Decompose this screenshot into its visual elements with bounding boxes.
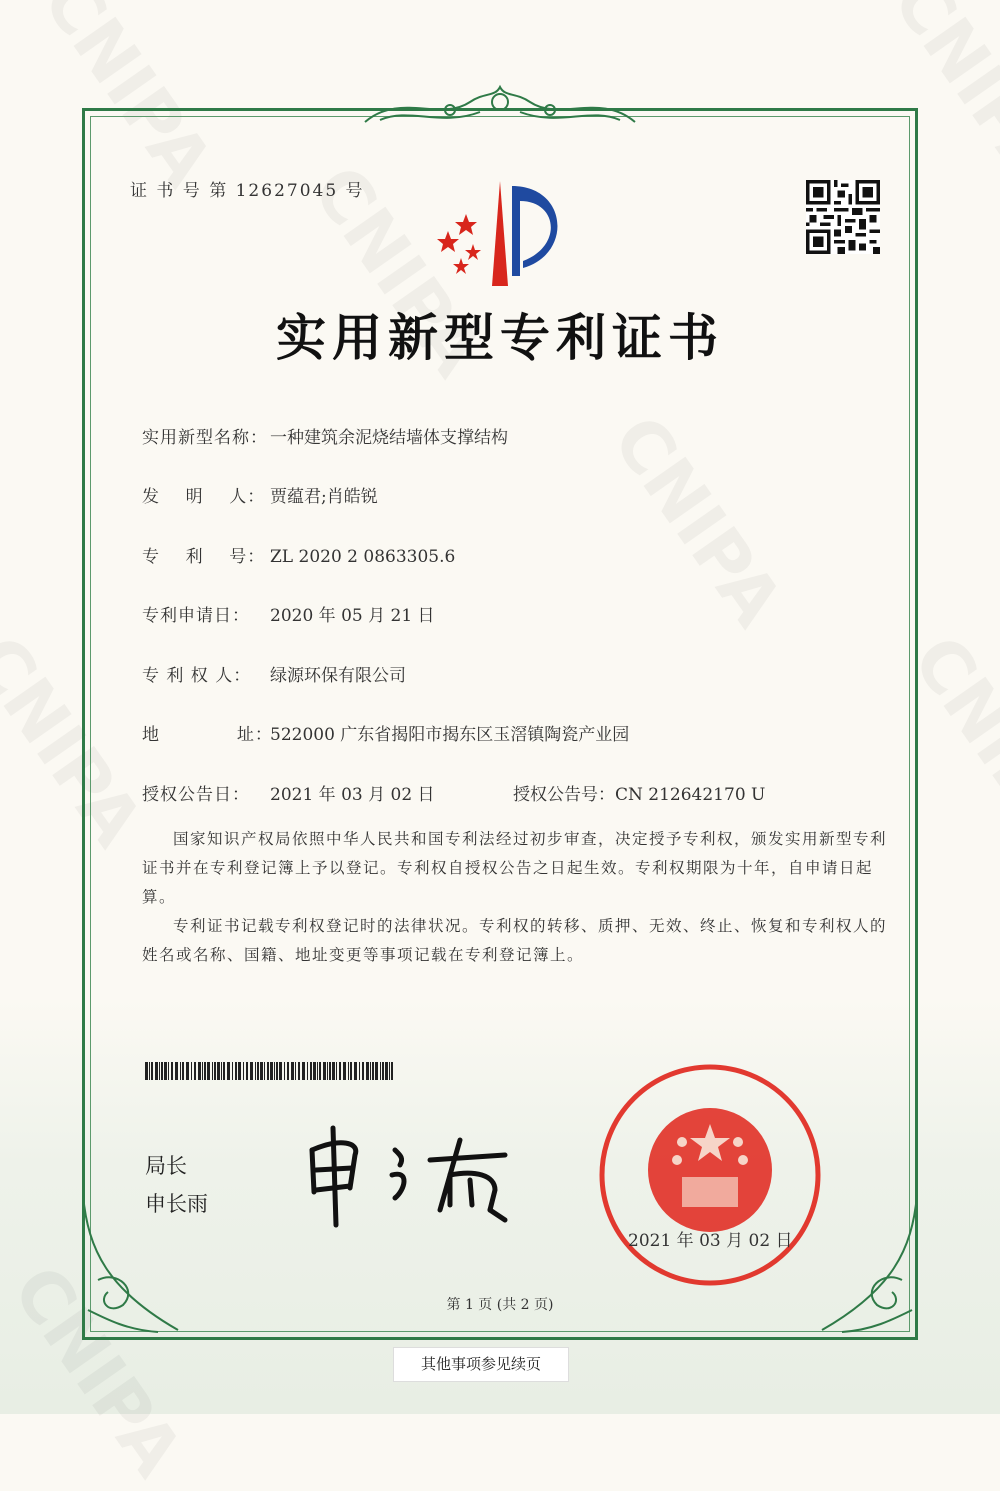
field-label: 授权公告日： bbox=[142, 785, 250, 805]
barcode-bar bbox=[310, 1062, 312, 1080]
barcode-bar bbox=[291, 1062, 294, 1080]
barcode-bar bbox=[204, 1062, 206, 1080]
barcode-bar bbox=[180, 1062, 181, 1080]
barcode-bar bbox=[307, 1062, 308, 1080]
barcode-bar bbox=[323, 1062, 326, 1080]
continued-note: 其他事项参见续页 bbox=[393, 1347, 569, 1382]
barcode-bar bbox=[198, 1062, 201, 1080]
barcode-bar bbox=[348, 1062, 349, 1080]
barcode-bar bbox=[217, 1062, 220, 1080]
certificate-number: 证 书 号 第 12627045 号 bbox=[130, 181, 365, 201]
barcode-bar bbox=[350, 1062, 352, 1080]
barcode-bar bbox=[250, 1062, 253, 1080]
barcode-bar bbox=[221, 1062, 222, 1080]
field-patent-number bbox=[142, 542, 455, 567]
barcode-bar bbox=[279, 1062, 282, 1080]
certificate-body bbox=[142, 825, 887, 970]
barcode-bar bbox=[182, 1062, 184, 1080]
field-value: 522000 广东省揭阳市揭东区玉滘镇陶瓷产业园 bbox=[270, 725, 630, 745]
barcode-bar bbox=[339, 1062, 341, 1080]
barcode-bar bbox=[171, 1062, 173, 1080]
field-label: 授权公告号： bbox=[513, 785, 615, 805]
field-announcement-number bbox=[513, 780, 765, 805]
certificate-title: 实用新型专利证书 bbox=[276, 308, 724, 367]
field-value: 绿源环保有限公司 bbox=[270, 666, 406, 686]
barcode-bar bbox=[380, 1062, 381, 1080]
barcode-bar bbox=[327, 1062, 328, 1080]
body-paragraph: 国家知识产权局依照中华人民共和国专利法经过初步审查，决定授予专利权，颁发实用新型专利证书并在专利登记簿上予以登记。专利权自授权公告之日起生效。专利权期限为十年，自申请日起算。 bbox=[142, 830, 888, 906]
barcode-bar bbox=[366, 1062, 369, 1080]
barcode-bar bbox=[186, 1062, 189, 1080]
field-value: 2020 年 05 月 21 日 bbox=[270, 606, 435, 626]
barcode-bar bbox=[246, 1062, 248, 1080]
barcode-bar bbox=[145, 1062, 148, 1080]
barcode-bar bbox=[243, 1062, 244, 1080]
field-address bbox=[142, 720, 629, 745]
barcode-bar bbox=[207, 1062, 210, 1080]
signatory-title: 局长 bbox=[145, 1154, 187, 1178]
seal-date: 2021 年 03 月 02 日 bbox=[628, 1231, 793, 1251]
barcode-bar bbox=[287, 1062, 289, 1080]
barcode-bar bbox=[212, 1062, 213, 1080]
barcode-bar bbox=[359, 1062, 360, 1080]
signatory-name: 申长雨 bbox=[145, 1192, 208, 1216]
top-ornament-icon bbox=[360, 82, 640, 132]
barcode-bar bbox=[276, 1062, 278, 1080]
barcode-bar bbox=[313, 1062, 316, 1080]
barcode-bar bbox=[155, 1062, 158, 1080]
corner-ornament-icon bbox=[812, 1190, 922, 1340]
field-value: 2021 年 03 月 02 日 bbox=[270, 785, 435, 805]
signatory bbox=[145, 1147, 208, 1223]
official-seal-icon bbox=[597, 1062, 823, 1288]
barcode-bar bbox=[149, 1062, 150, 1080]
barcode-bar bbox=[194, 1062, 196, 1080]
barcode-bar bbox=[227, 1062, 230, 1080]
barcode-bar bbox=[284, 1062, 285, 1080]
field-application-date bbox=[142, 601, 435, 626]
barcode-bar bbox=[264, 1062, 265, 1080]
barcode-bar bbox=[302, 1062, 305, 1080]
barcode-bar bbox=[164, 1062, 167, 1080]
field-utility-model-name bbox=[142, 423, 508, 448]
barcode-bar bbox=[255, 1062, 256, 1080]
page-indicator: 第 1 页 (共 2 页) bbox=[446, 1297, 554, 1313]
field-value: 一种建筑余泥烧结墙体支撑结构 bbox=[270, 428, 508, 448]
barcode-bar bbox=[298, 1062, 300, 1080]
barcode-bar bbox=[385, 1062, 388, 1080]
barcode-icon bbox=[145, 1062, 397, 1080]
body-paragraph: 专利证书记载专利权登记时的法律状况。专利权的转移、质押、无效、终止、恢复和专利权人的姓名或名称、国籍、地址变更等事项记载在专利登记簿上。 bbox=[142, 917, 888, 964]
barcode-bar bbox=[168, 1062, 169, 1080]
barcode-bar bbox=[175, 1062, 178, 1080]
field-label: 专 利 号： bbox=[142, 547, 266, 567]
barcode-bar bbox=[274, 1062, 275, 1080]
barcode-bar bbox=[370, 1062, 371, 1080]
barcode-bar bbox=[389, 1062, 390, 1080]
field-inventor bbox=[142, 482, 378, 507]
barcode-bar bbox=[159, 1062, 160, 1080]
barcode-bar bbox=[332, 1062, 335, 1080]
barcode-bar bbox=[260, 1062, 263, 1080]
barcode-bar bbox=[372, 1062, 374, 1080]
barcode-bar bbox=[354, 1062, 357, 1080]
barcode-bar bbox=[270, 1062, 273, 1080]
barcode-bar bbox=[329, 1062, 331, 1080]
barcode-bar bbox=[295, 1062, 296, 1080]
field-value: CN 212642170 U bbox=[615, 785, 766, 805]
qr-code-icon bbox=[806, 180, 880, 254]
barcode-bar bbox=[257, 1062, 259, 1080]
barcode-bar bbox=[223, 1062, 225, 1080]
barcode-bar bbox=[391, 1062, 393, 1080]
barcode-bar bbox=[202, 1062, 203, 1080]
barcode-bar bbox=[267, 1062, 269, 1080]
field-label: 发 明 人： bbox=[142, 487, 266, 507]
barcode-bar bbox=[235, 1062, 237, 1080]
field-value: ZL 2020 2 0863305.6 bbox=[270, 547, 456, 567]
cnipa-logo-icon bbox=[428, 176, 578, 291]
barcode-bar bbox=[382, 1062, 384, 1080]
barcode-bar bbox=[161, 1062, 163, 1080]
field-label: 专 利 权 人： bbox=[142, 666, 252, 686]
barcode-bar bbox=[362, 1062, 364, 1080]
field-label: 实用新型名称： bbox=[142, 428, 268, 448]
field-value: 贾蕴君;肖皓锐 bbox=[270, 487, 378, 507]
field-grant-date bbox=[142, 780, 435, 805]
barcode-bar bbox=[214, 1062, 216, 1080]
barcode-bar bbox=[191, 1062, 192, 1080]
field-label: 专利申请日： bbox=[142, 606, 250, 626]
barcode-bar bbox=[151, 1062, 153, 1080]
barcode-bar bbox=[319, 1062, 321, 1080]
field-patentee bbox=[142, 661, 406, 686]
barcode-bar bbox=[232, 1062, 233, 1080]
barcode-bar bbox=[336, 1062, 337, 1080]
barcode-bar bbox=[343, 1062, 346, 1080]
barcode-bar bbox=[238, 1062, 241, 1080]
field-label: 地 址： bbox=[142, 725, 273, 745]
barcode-bar bbox=[317, 1062, 318, 1080]
handwritten-signature-icon bbox=[300, 1120, 520, 1230]
barcode-bar bbox=[375, 1062, 378, 1080]
